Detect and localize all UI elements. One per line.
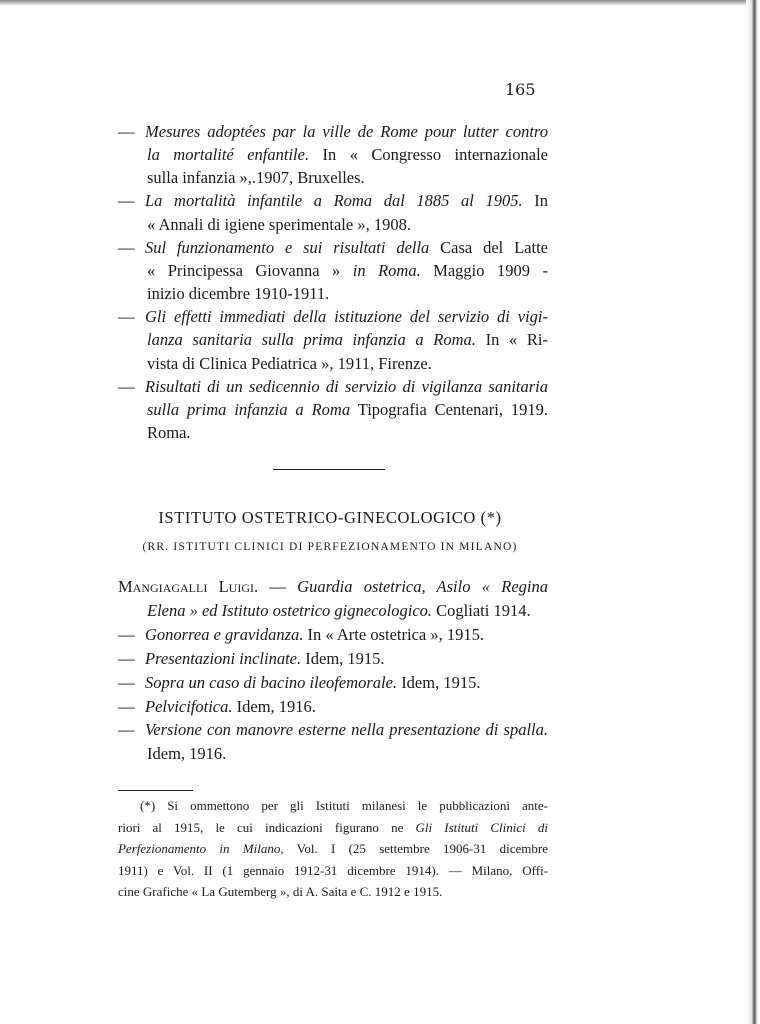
entry-line bbox=[147, 168, 365, 188]
citation-text: Idem, 1915. bbox=[301, 648, 385, 668]
entry-line bbox=[147, 330, 548, 350]
entry-line bbox=[147, 400, 548, 420]
italic-title-text: Gli Istituti Clinici di bbox=[415, 819, 548, 835]
italic-title-text: Presentazioni inclinate. bbox=[145, 648, 302, 668]
citation-text: sulla infanzia »,.1907, Bruxelles. bbox=[147, 168, 365, 188]
entry-line bbox=[118, 577, 548, 597]
citation-text: « Annali di igiene sperimentale », 1908. bbox=[147, 214, 411, 234]
italic-title-text: Perfezionamento in Milano bbox=[118, 841, 281, 856]
entry-line bbox=[145, 238, 548, 258]
citation-text: Cogliati 1914. bbox=[432, 600, 531, 620]
citation-text: Roma. bbox=[147, 422, 191, 442]
citation-text: vista di Clinica Pediatrica », 1911, Firenze. bbox=[147, 353, 432, 373]
italic-title-text: Pelvicifotica. bbox=[145, 696, 233, 716]
entry-line bbox=[147, 261, 548, 281]
scan-edge-top bbox=[0, 0, 760, 6]
citation-text: In bbox=[522, 191, 548, 211]
entry-dash: — bbox=[118, 122, 135, 141]
entry-dash: — bbox=[118, 720, 135, 740]
entry-line bbox=[145, 191, 548, 211]
entry-line bbox=[147, 215, 411, 235]
citation-text: Idem, 1915. bbox=[397, 672, 481, 692]
entry-line bbox=[145, 377, 548, 397]
italic-title-text: La mortalità infantile a Roma dal 1885 al 1905. bbox=[145, 191, 523, 211]
entry-dash: — bbox=[118, 237, 135, 257]
italic-title-text: Elena » ed Istituto ostetrico gignecologico. bbox=[147, 600, 433, 620]
footnote-rule bbox=[118, 790, 193, 791]
citation-text: Maggio 1909 - bbox=[420, 260, 548, 280]
italic-title-text: la mortalité enfantile. bbox=[147, 145, 310, 165]
page-number: 165 bbox=[505, 80, 536, 99]
section-title: ISTITUTO OSTETRICO-GINECOLOGICO (*) bbox=[158, 508, 502, 527]
citation-text: Casa del Latte bbox=[429, 237, 548, 257]
italic-title-text: lanza sanitaria sulla prima infanzia a Roma. bbox=[147, 330, 476, 350]
citation-text: inizio dicembre 1910-1911. bbox=[147, 284, 330, 304]
italic-title-text: Gli effetti immediati della istituzione del servizio di vigi- bbox=[145, 307, 548, 327]
entry-line bbox=[145, 122, 548, 142]
citation-text: Idem, 1916. bbox=[147, 744, 227, 764]
italic-title-text: Sopra un caso di bacino ileofemorale. bbox=[145, 672, 398, 692]
citation-text: « Principessa Giovanna » bbox=[147, 260, 353, 280]
citation-text: In « Arte ostetrica », 1915. bbox=[303, 624, 484, 644]
entry-line bbox=[145, 625, 484, 645]
citation-text: — bbox=[258, 577, 298, 596]
scan-edge-right bbox=[746, 0, 760, 1024]
entry-line bbox=[147, 145, 548, 165]
entry-dash: — bbox=[118, 376, 135, 396]
citation-text: In « Ri- bbox=[475, 330, 548, 350]
italic-title-text: Risultati di un sedicennio di servizio di vigilanza sanitaria bbox=[145, 376, 548, 396]
entry-line bbox=[147, 601, 531, 621]
italic-title-text: Gonorrea e gravidanza. bbox=[145, 624, 304, 644]
italic-title-text: in Roma. bbox=[352, 260, 421, 280]
italic-title-text: sulla prima infanzia a Roma bbox=[147, 399, 351, 419]
entry-dash: — bbox=[118, 307, 135, 327]
entry-dash: — bbox=[118, 672, 135, 692]
footnote-line bbox=[140, 798, 548, 814]
citation-text: (*) Si ommettono per gli Istituti milanesi le pubblicazioni ante- bbox=[140, 798, 548, 813]
entry-line bbox=[145, 697, 316, 717]
italic-title-text: Mesures adoptées par la ville de Rome pour lutter contro bbox=[145, 122, 548, 141]
citation-text: , Vol. I (25 settembre 1906-31 dicembre bbox=[280, 841, 548, 856]
entry-line bbox=[145, 307, 548, 327]
italic-title-text: Versione con manovre esterne nella presentazione di spalla. bbox=[145, 720, 548, 740]
entry-line bbox=[145, 720, 548, 740]
entry-dash: — bbox=[118, 648, 135, 668]
section-divider bbox=[273, 469, 385, 470]
citation-text: 1911) e Vol. II (1 gennaio 1912-31 dicembre 1914). — Milano, Offi- bbox=[118, 862, 548, 878]
entry-dash: — bbox=[118, 191, 135, 211]
footnote-line bbox=[118, 863, 548, 879]
author-name: Mangiagalli Luigi. bbox=[118, 577, 259, 596]
italic-title-text: Sul funzionamento e sui risultati della bbox=[145, 237, 430, 257]
italic-title-text: Guardia ostetrica, Asilo « Regina bbox=[297, 577, 548, 596]
entry-line bbox=[147, 284, 329, 304]
entry-line bbox=[147, 744, 226, 764]
section-subtitle: (RR. ISTITUTI CLINICI DI PERFEZIONAMENTO IN MILANO) bbox=[142, 541, 518, 553]
entry-line bbox=[147, 354, 432, 374]
citation-text: riori al 1915, le cui indicazioni figurano ne bbox=[118, 819, 416, 835]
entry-line bbox=[145, 649, 385, 669]
entry-line bbox=[145, 673, 480, 693]
footnote-line bbox=[118, 820, 548, 836]
footnote-line bbox=[118, 841, 548, 857]
entry-line bbox=[147, 423, 191, 443]
entry-dash: — bbox=[118, 624, 135, 644]
entry-dash: — bbox=[118, 696, 135, 716]
citation-text: cine Grafiche « La Gutemberg », di A. Saita e C. 1912 e 1915. bbox=[118, 884, 443, 899]
citation-text: In « Congresso internazionale bbox=[309, 145, 548, 165]
citation-text: Tipografia Centenari, 1919. bbox=[350, 399, 548, 419]
citation-text: Idem, 1916. bbox=[232, 696, 316, 716]
footnote-line bbox=[118, 884, 442, 900]
